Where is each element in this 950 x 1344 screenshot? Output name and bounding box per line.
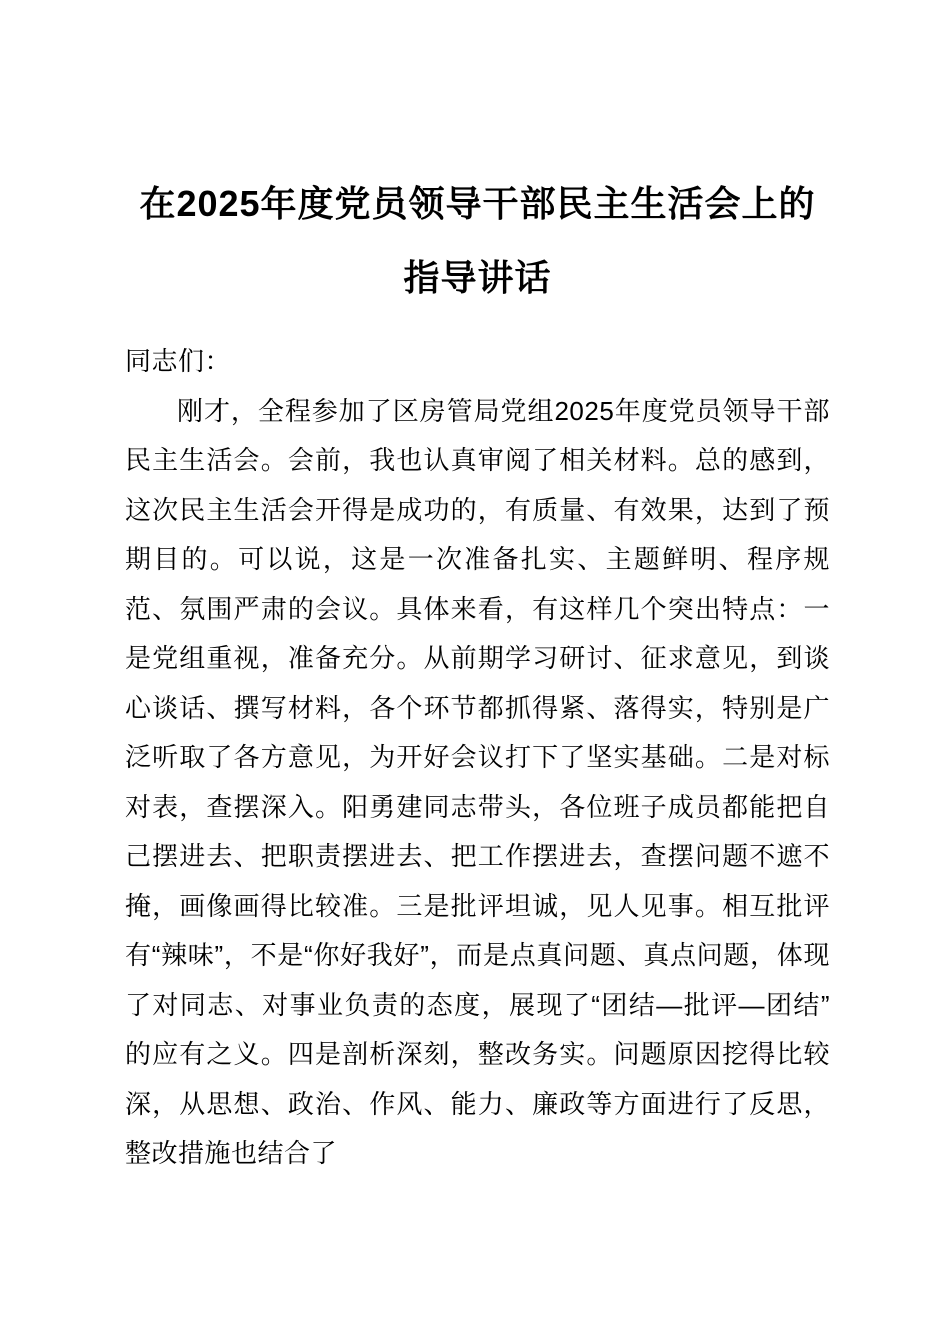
document-title-line-1: 在2025年度党员领导干部民主生活会上的 — [139, 183, 816, 224]
document-title-line-2: 指导讲话 — [403, 257, 552, 298]
body-paragraph: 刚才，全程参加了区房管局党组2025年度党员领导干部民主生活会。会前，我也认真审阅了相关材料。总的感到，这次民主生活会开得是成功的，有质量、有效果，达到了预期目的。可以说，这是一次准备扎实、主题鲜明、程序规范、氛围严肃的会议。具体来看，有这样几个突出特点：一是党组重视，准备充分。从前期学习研讨、征求意见，到谈心谈话、撰写材料，各个环节都抓得紧、落得实，特别是广泛听取了各方意见，为开好会议打下了坚实基础。二是对标对表，查摆深入。阳勇建同志带头，各位班子成员都能把自己摆进去、把职责摆进去、把工作摆进去，查摆问题不遮不掩，画像画得比较准。三是批评坦诚，见人见事。相互批评有“辣味”，不是“你好我好”，而是点真问题、真点问题，体现了对同志、对事业负责的态度，展现了“团结—批评—团结”的应有之义。四是剖析深刻，整改务实。问题原因挖得比较深，从思想、政治、作风、能力、廉政等方面进行了反思，整改措施也结合了 — [125, 395, 830, 1168]
document-title — [125, 167, 830, 315]
document-body — [125, 337, 830, 1179]
salutation-line: 同志们： — [125, 346, 232, 376]
